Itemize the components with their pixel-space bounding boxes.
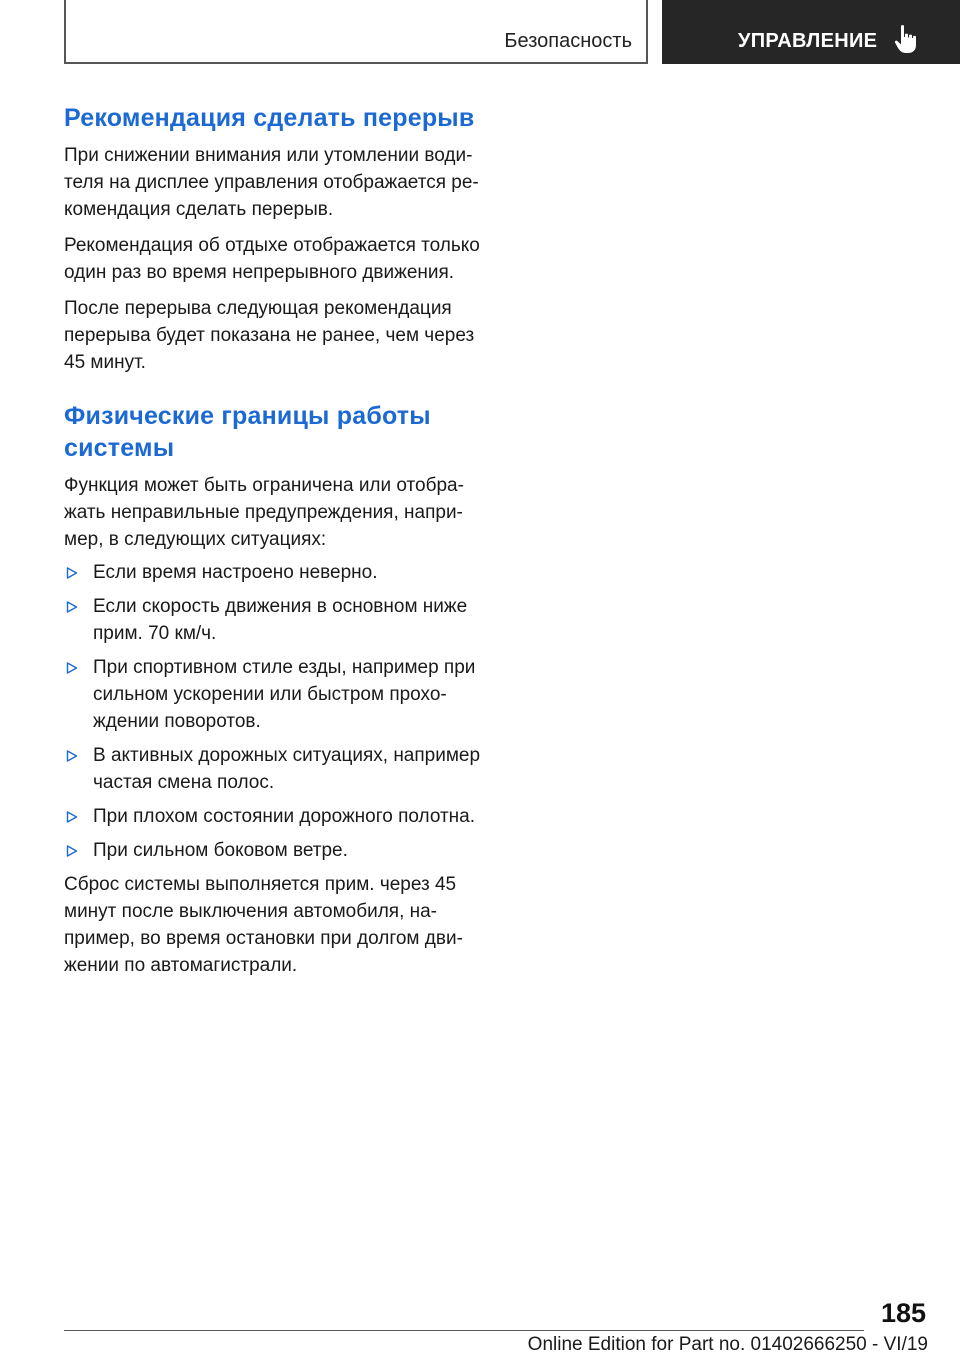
list-item (64, 654, 484, 735)
edition-info: Online Edition for Part no. 01402666250 - VI/19 (527, 1334, 928, 1355)
list-item (64, 593, 484, 647)
list-item-text: Если время настроено неверно. (93, 562, 378, 583)
triangle-bullet-icon (66, 750, 78, 762)
section-heading-break-recommendation: Рекомендация сделать перерыв (64, 104, 475, 132)
triangle-bullet-icon (66, 601, 78, 613)
header-chapter-tab (662, 0, 960, 64)
list-item-text: Если скорость движения в основном ниже прим. 70 км/ч. (93, 596, 468, 644)
section-heading-system-limits: Физические границы работы системы (64, 402, 431, 462)
paragraph: Функция может быть ограничена или отобра‐ жать неправильные предупреждения, напри‐ мер, в следующих ситуациях: (64, 475, 464, 550)
paragraph: При снижении внимания или утомлении води‐ теля на дисплее управления отображается ре‐ комендация сделать перерыв. (64, 145, 479, 220)
list-item (64, 559, 484, 586)
triangle-bullet-icon (66, 845, 78, 857)
main-content (64, 102, 484, 979)
list-item (64, 803, 484, 830)
pointing-hand-icon (894, 24, 920, 54)
paragraph: После перерыва следующая рекомендация перерыва будет показана не ранее, чем через 45 минут. (64, 298, 475, 373)
list-item (64, 837, 484, 864)
page-number: 185 (880, 1298, 926, 1328)
list-item-text: При плохом состоянии дорожного полотна. (93, 806, 476, 827)
paragraph: Сброс системы выполняется прим. через 45 минут после выключения автомобиля, на‐ пример, во время остановки при долгом дви‐ жении по автомагистрали. (64, 874, 463, 976)
list-item-text: При спортивном стиле езды, например при сильном ускорении или быстром прохо‐ ждении поворотов. (93, 657, 476, 732)
header-section-title: Безопасность (504, 30, 632, 52)
paragraph: Рекомендация об отдыхе отображается только один раз во время непрерывного движения. (64, 235, 480, 283)
footer-divider (64, 1330, 864, 1331)
list-item-text: При сильном боковом ветре. (93, 840, 348, 861)
header-section-box (64, 0, 648, 64)
list-item (64, 742, 484, 796)
list-item-text: В активных дорожных ситуациях, например частая смена полос. (93, 745, 481, 793)
header-chapter-title: УПРАВЛЕНИЕ (738, 30, 878, 52)
limitations-list (64, 559, 484, 864)
triangle-bullet-icon (66, 567, 78, 579)
triangle-bullet-icon (66, 662, 78, 674)
triangle-bullet-icon (66, 811, 78, 823)
